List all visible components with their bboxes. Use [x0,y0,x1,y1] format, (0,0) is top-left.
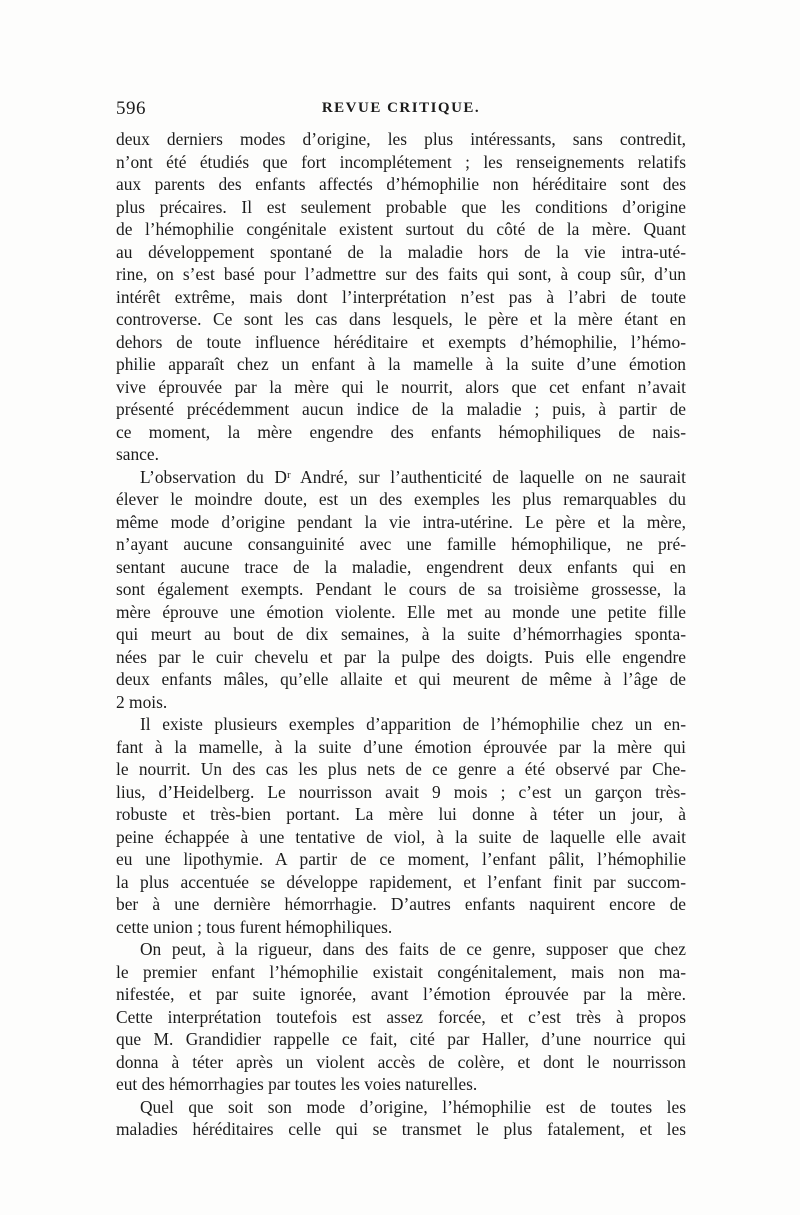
text-line: dehors de toute influence héréditaire et exempts d’hémophilie, l’hémo- [116,331,686,352]
text-line: L’observation du Dʳ André, sur l’authenticité de laquelle on ne saurait [140,466,686,487]
text-line: lius, d’Heidelberg. Le nourrisson avait 9 mois ; c’est un garçon très- [116,781,686,802]
text-line: nées par le cuir chevelu et par la pulpe des doigts. Puis elle engendre [116,646,686,667]
text-line: controverse. Ce sont les cas dans lesquels, le père et la mère étant en [116,309,686,329]
text-line: deux derniers modes d’origine, les plus intéressants, sans contredit, [116,129,686,149]
text-line: n’ont été étudiés que fort incomplétement ; les renseignements relatifs [116,151,686,172]
text-line: la plus accentuée se développe rapidement, et l’enfant finit par succom- [116,871,686,892]
text-line: Quel que soit son mode d’origine, l’hémophilie est de toutes les [140,1096,686,1117]
text-line: de l’hémophilie congénitale existent surtout du côté de la mère. Quant [116,219,686,239]
text-line: intérêt extrême, mais dont l’interprétation n’est pas à l’abri de toute [116,286,686,307]
text-line: robuste et très-bien portant. La mère lui donne à téter un jour, à [116,804,686,824]
text-line: le premier enfant l’hémophilie existait congénitalement, mais non ma- [116,961,686,982]
text-line: le nourrit. Un des cas les plus nets de ce genre a été observé par Che- [116,759,686,779]
text-line: qui meurt au bout de dix semaines, à la suite d’hémorrhagies sponta- [116,624,686,644]
text-line: fant à la mamelle, à la suite d’une émotion éprouvée par la mère qui [116,736,686,757]
text-line: philie apparaît chez un enfant à la mamelle à la suite d’une émotion [116,354,686,374]
text-line: élever le moindre doute, est un des exemples les plus remarquables du [116,489,686,509]
text-line: maladies héréditaires celle qui se transmet le plus fatalement, et les [116,1119,686,1139]
text-line: peine échappée à une tentative de viol, à la suite de laquelle elle avait [116,826,686,847]
text-line: On peut, à la rigueur, dans des faits de ce genre, supposer que chez [140,939,686,959]
text-line: que M. Grandidier rappelle ce fait, cité par Haller, d’une nourrice qui [116,1029,686,1049]
text-line: Cette interprétation toutefois est assez forcée, et c’est très à propos [116,1006,686,1027]
text-line: nifestée, et par suite ignorée, avant l’émotion éprouvée par la mère. [116,984,686,1004]
text-line: n’ayant aucune consanguinité avec une famille hémophilique, ne pré- [116,534,686,554]
text-line: deux enfants mâles, qu’elle allaite et qui meurent de même à l’âge de [116,669,686,689]
text-line: rine, on s’est basé pour l’admettre sur des faits qui sont, à coup sûr, d’un [116,264,686,284]
body-text [116,128,686,1141]
text-line: ce moment, la mère engendre des enfants hémophiliques de nais- [116,421,686,442]
journal-title: REVUE CRITIQUE. [321,100,481,116]
text-line: donna à téter après un violent accès de colère, et dont le nourrisson [116,1051,686,1072]
text-line: présenté précédemment aucun indice de la maladie ; puis, à partir de [116,399,686,419]
text-line: même mode d’origine pendant la vie intra-utérine. Le père et la mère, [116,511,686,532]
text-line: sance. [116,444,159,464]
text-line: vive éprouvée par la mère qui le nourrit, alors que cet enfant n’avait [116,376,686,397]
running-head [116,98,686,124]
text-line: au développement spontané de la maladie hors de la vie intra-uté- [116,241,686,262]
text-line: aux parents des enfants affectés d’hémophilie non héréditaire sont des [116,174,686,194]
page-number: 596 [116,98,146,119]
text-line: eu une lipothymie. A partir de ce moment, l’enfant pâlit, l’hémophilie [116,849,686,869]
text-line: 2 mois. [116,691,168,712]
text-line: cette union ; tous furent hémophiliques. [116,916,393,937]
text-line: sont également exempts. Pendant le cours de sa troisième grossesse, la [116,579,686,599]
text-line: sentant aucune trace de la maladie, engendrent deux enfants qui en [116,556,686,577]
text-line: Il existe plusieurs exemples d’apparition de l’hémophilie chez un en- [140,714,686,734]
text-line: ber à une dernière hémorrhagie. D’autres enfants naquirent encore de [116,894,686,914]
text-line: eut des hémorrhagies par toutes les voies naturelles. [116,1074,478,1094]
text-line: plus précaires. Il est seulement probable que les conditions d’origine [116,196,686,217]
text-line: mère éprouve une émotion violente. Elle met au monde une petite fille [116,601,686,622]
